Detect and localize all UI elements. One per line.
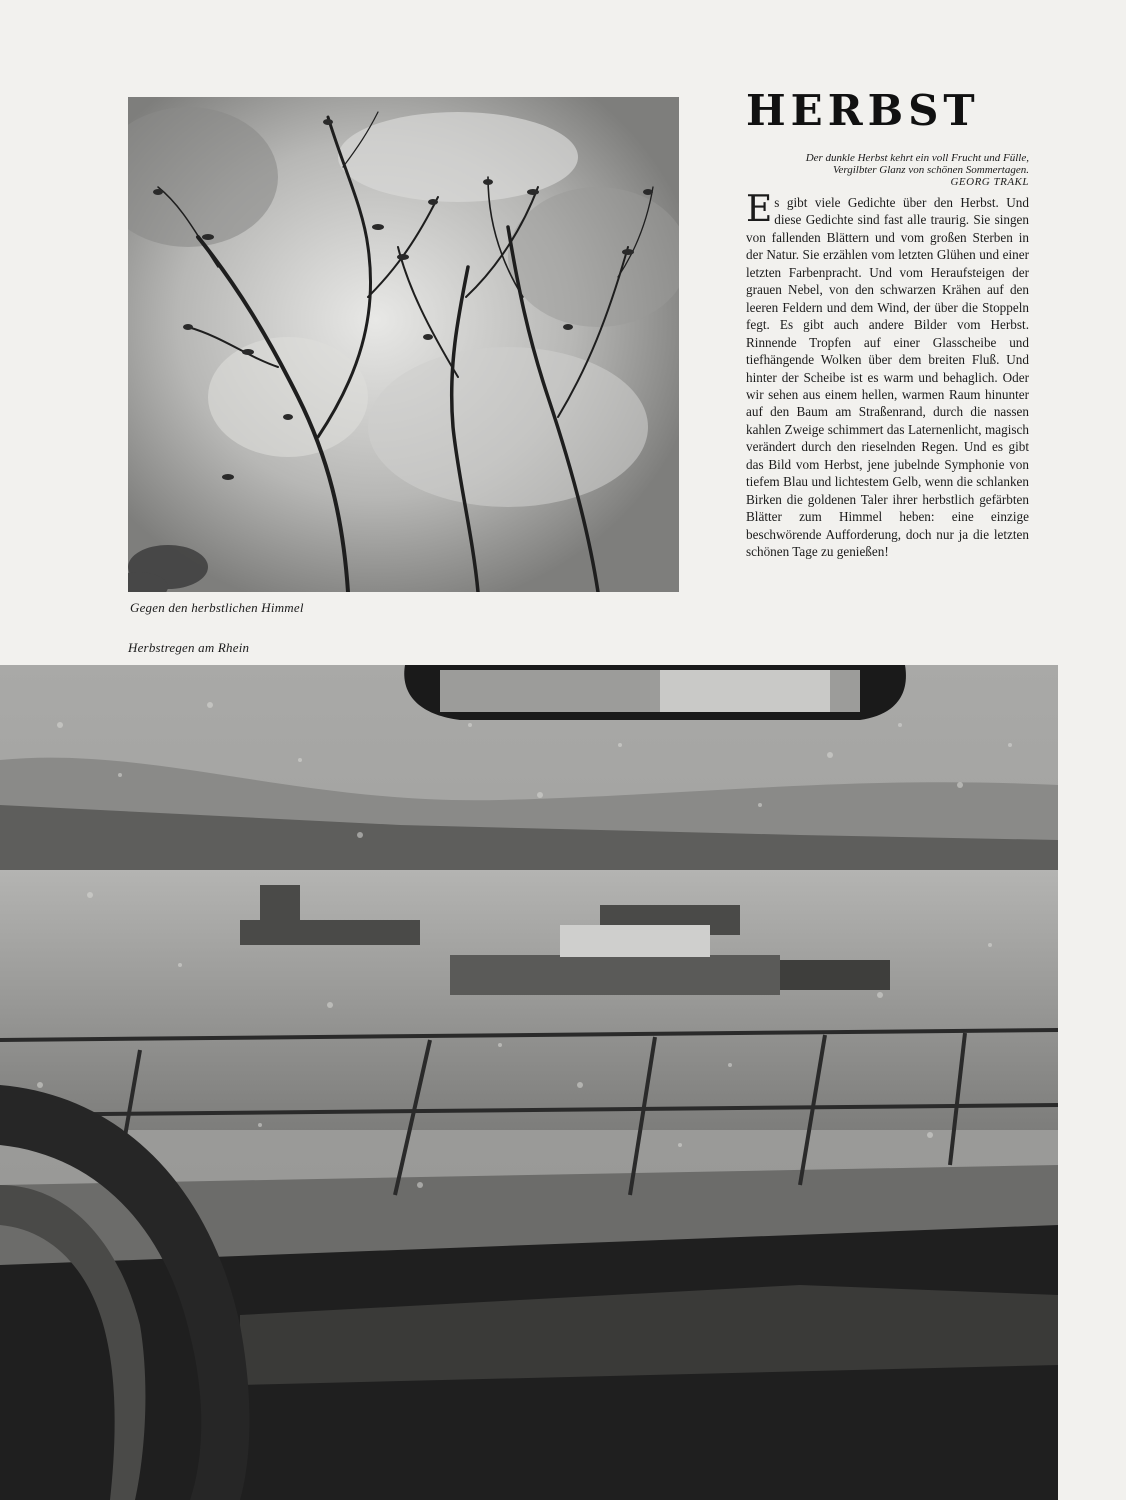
- article-body-text: s gibt viele Gedichte über den Herbst. Und diese Gedichte sind fast alle traurig. Sie singen von fallenden Blättern und vom großen Sterben in der Natur. Sie erzählen vom letzten Glühen und einer letzten Farbenpracht. Und vom Heraufsteigen der grauen Nebel, von den schwarzen Krähen auf den leeren Feldern und dem Wind, der über die Stoppeln fegt. Es gibt auch andere Bilder vom Herbst. Rinnende Tropfen auf einer Glasscheibe und tiefhängende Wolken über dem breiten Fluß. Und hinter der Scheibe ist es warm und behaglich. Oder wir sehen aus einem hellen, warmen Raum hinunter auf den Baum am Straßenrand, durch die nassen kahlen Zweige schimmert das Laternenlicht, magisch verändert durch den rieselnden Regen. Und es gibt das Bild vom Herbst, jene jubelnde Symphonie von tiefem Blau und lichtestem Gelb, wenn die schlanken Birken die goldenen Taler ihrer herbstlich gefärbten Blätter zum Himmel heben: eine einzige beschwörende Aufforderung, doch nur ja die letzten schönen Tage zu genießen!: [746, 195, 1029, 560]
- photo-rain-on-rhine: [0, 665, 1058, 1500]
- drop-cap: E: [746, 189, 773, 230]
- photo-trees-against-sky: [128, 97, 679, 592]
- article-body: [746, 189, 1029, 561]
- trees-illustration: [128, 97, 679, 592]
- article-title: HERBST: [746, 86, 980, 135]
- rain-windshield-illustration: [0, 665, 1058, 1500]
- epigraph-author: GEORG TRAKL: [950, 176, 1029, 188]
- epigraph-line-1: Der dunkle Herbst kehrt ein voll Frucht und Fülle,: [805, 152, 1029, 164]
- caption-rain-photo: Herbstregen am Rhein: [128, 640, 250, 655]
- epigraph: [746, 152, 1029, 188]
- caption-trees-photo: Gegen den herbstlichen Himmel: [130, 600, 304, 615]
- epigraph-line-2: Vergilbter Glanz von schönen Sommertagen.: [832, 164, 1029, 176]
